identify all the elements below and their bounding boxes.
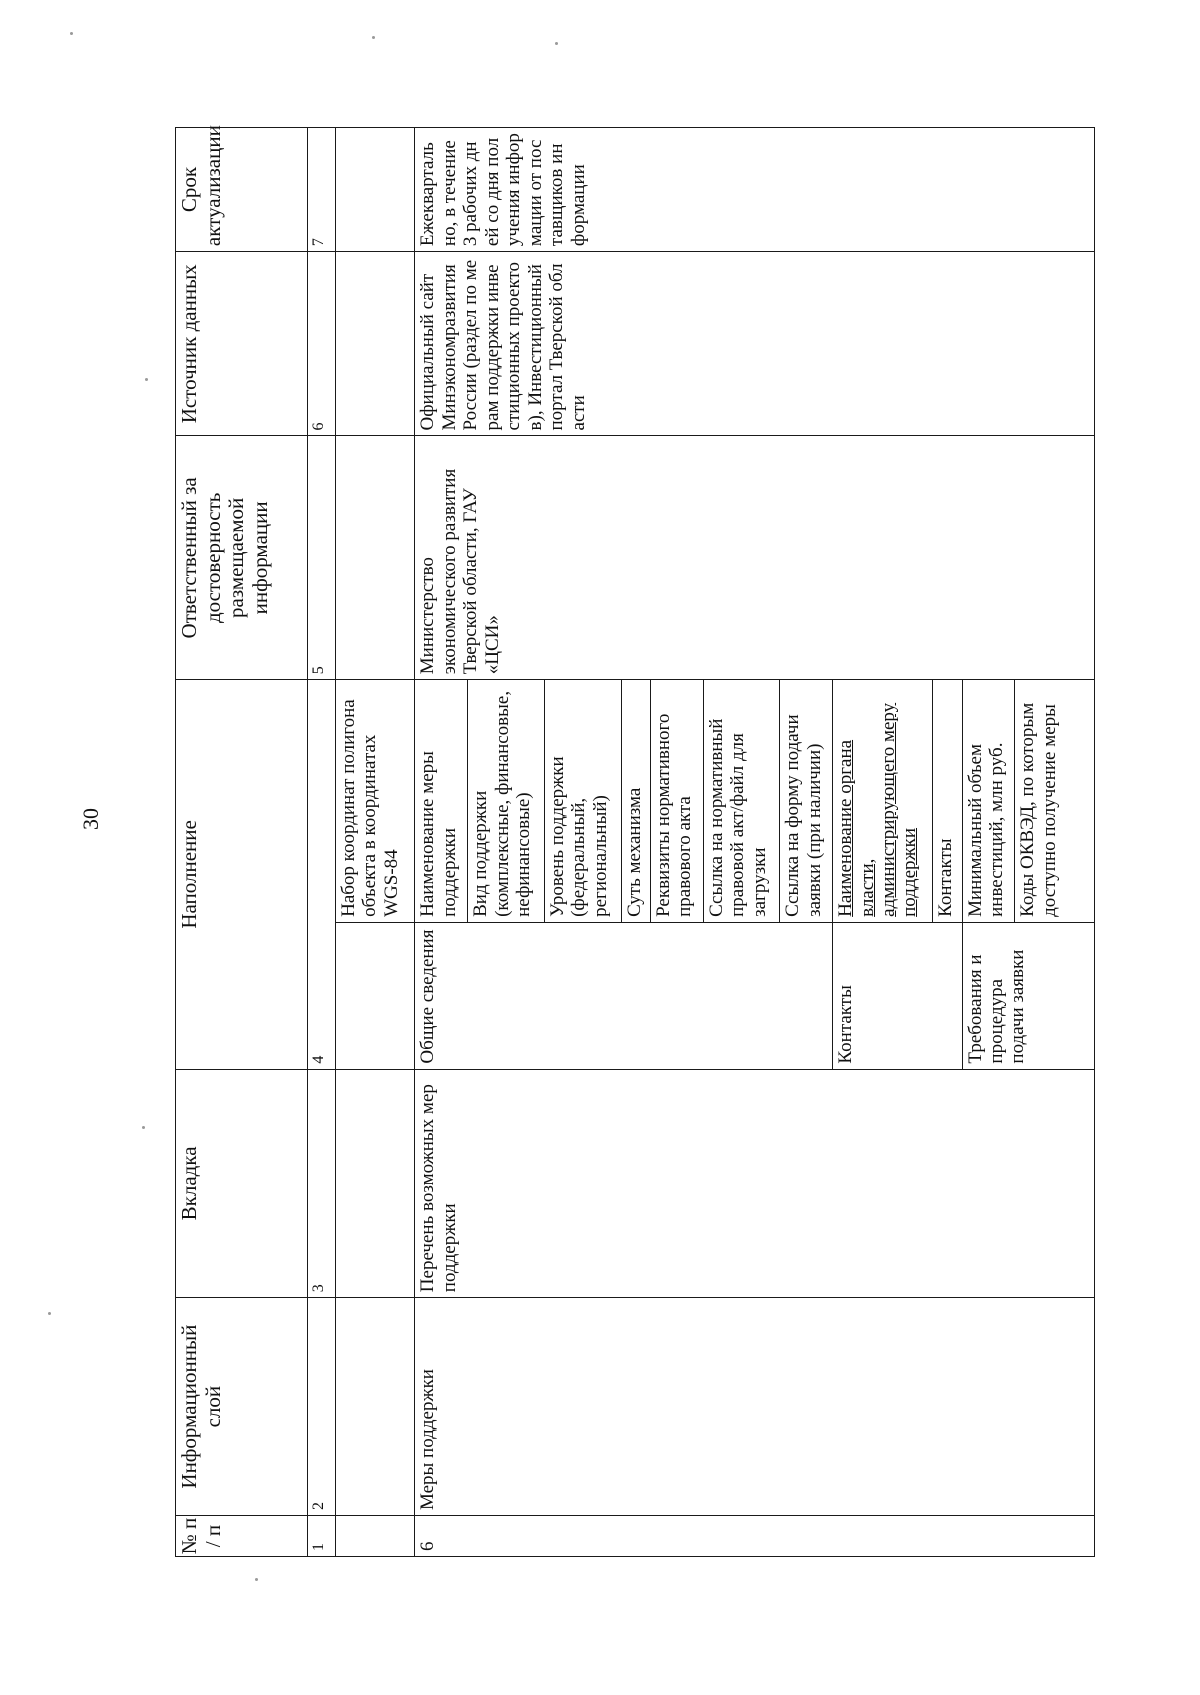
fill-item: Коды ОКВЭД, по которым доступно получение меры [1015,680,1095,923]
column-number: 1 [308,1516,336,1557]
scan-speck [48,1312,51,1315]
column-number: 2 [308,1298,336,1516]
scan-speck [70,32,73,35]
prev-row-cell [336,922,415,1069]
row-6-layer: Меры поддержки [415,1298,1095,1516]
column-number: 4 [308,680,336,1069]
scan-speck [255,1578,258,1581]
row-6-item [415,128,468,1557]
column-number-row [308,128,336,1557]
header-row [176,128,308,1557]
header-tab: Вкладка [176,1069,308,1298]
prev-row-cell [336,128,415,252]
scan-speck [142,1126,145,1129]
prev-row [336,128,415,1557]
row-6-responsible: Министерство экономического развития Тверской области, ГАУ «ЦСИ» [415,436,1095,680]
header-source: Источник данных [176,252,308,436]
column-number: 3 [308,1069,336,1298]
prev-row-fill: Набор координат полигона объекта в координатах WGS-84 [336,680,415,923]
column-number: 7 [308,128,336,252]
scan-speck [555,42,558,45]
scan-speck [372,36,375,39]
prev-row-cell [336,1069,415,1298]
header-responsible: Ответственный за достоверность размещаемой информации [176,436,308,680]
header-num: № п / п [176,1516,308,1557]
scan-speck [145,378,148,381]
header-fill: Наполнение [176,680,308,1069]
group-contacts: Контакты [833,922,962,1069]
column-number: 5 [308,436,336,680]
rotated-table-wrapper [175,127,1095,1557]
row-6-num: 6 [415,1516,1095,1557]
fill-item: Вид поддержки (комплексные, финансовые, нефинансовые) [468,680,545,923]
fill-item: Реквизиты нормативного правового акта [650,680,703,923]
fill-item: Наименование органа власти, администрирующего меру поддержки [833,680,933,923]
prev-row-cell [336,252,415,436]
header-period: Срок актуализации [176,128,308,252]
prev-row-cell [336,1298,415,1516]
fill-item: Ссылка на форму подачи заявки (при наличии) [780,680,833,923]
info-layers-table [175,127,1095,1557]
fill-item: Суть механизма [621,680,650,923]
row-6-source: Официальный сайт Минэкономразвития России (раздел по мерам поддержки инвестиционных проектов), Инвестиционный портал Тверской области [415,252,1095,436]
row-6-period: Ежеквартально, в течение 3 рабочих дней со дня получения информации от поставщиков информации [415,128,1095,252]
fill-item: Ссылка на нормативный правовой акт/файл для загрузки [703,680,780,923]
group-requirements: Требования и процедура подачи заявки [962,922,1094,1069]
fill-item: Минимальный объем инвестиций, млн руб. [962,680,1015,923]
prev-row-cell [336,436,415,680]
page-number: 30 [78,808,103,830]
column-number: 6 [308,252,336,436]
fill-item: Контакты [933,680,962,923]
row-6-tab: Перечень возможных мер поддержки [415,1069,1095,1298]
group-general: Общие сведения [415,922,833,1069]
fill-item: Уровень поддержки (федеральный, региональный) [544,680,621,923]
fill-item: Наименование меры поддержки [415,680,468,923]
prev-row-cell [336,1516,415,1557]
header-layer: Информационный слой [176,1298,308,1516]
